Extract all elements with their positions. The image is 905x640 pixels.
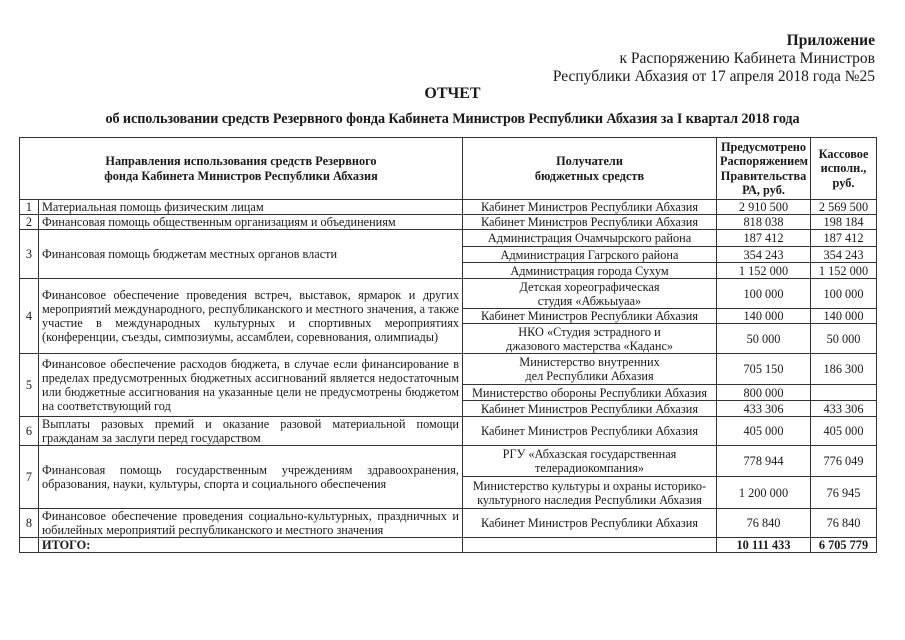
recipient-cell: Кабинет Министров Республики Абхазия bbox=[463, 309, 717, 324]
executed-cell: 50 000 bbox=[811, 324, 877, 354]
header-executed: Кассовое исполн., руб. bbox=[811, 138, 877, 200]
planned-cell: 1 152 000 bbox=[717, 263, 811, 279]
row-number: 3 bbox=[20, 230, 39, 279]
direction-cell: Выплаты разовых премий и оказание разовой материальной помощи гражданам за заслуги перед государством bbox=[39, 417, 463, 446]
table-row bbox=[20, 200, 877, 215]
recipient-cell: Кабинет Министров Республики Абхазия bbox=[463, 215, 717, 230]
total-recipient-cell bbox=[463, 538, 717, 553]
executed-cell: 405 000 bbox=[811, 417, 877, 446]
direction-cell: Финансовое обеспечение проведения социально-культурных, праздничных и юбилейных мероприятий республиканского и местного значения bbox=[39, 509, 463, 538]
executed-cell: 198 184 bbox=[811, 215, 877, 230]
direction-cell: Финансовое обеспечение проведения встреч, выставок, ярмарок и других мероприятий международного, республиканского и местного значения, а также участие в международных культурных и спортивных мероприятиях (конференции, съезды, симпозиумы, ассамблеи, соревнования, олимпиады) bbox=[39, 279, 463, 354]
recipient-cell: Администрация Очамчырского района bbox=[463, 230, 717, 247]
appendix-header bbox=[553, 32, 875, 86]
planned-cell: 800 000 bbox=[717, 385, 811, 401]
recipient-cell: Кабинет Министров Республики Абхазия bbox=[463, 401, 717, 417]
table-row bbox=[20, 509, 877, 538]
direction-cell: Финансовая помощь бюджетам местных органов власти bbox=[39, 230, 463, 279]
table-row bbox=[20, 215, 877, 230]
planned-cell: 818 038 bbox=[717, 215, 811, 230]
table-header-row bbox=[20, 138, 877, 200]
executed-cell: 186 300 bbox=[811, 354, 877, 385]
executed-cell: 76 945 bbox=[811, 477, 877, 509]
direction-cell: Материальная помощь физическим лицам bbox=[39, 200, 463, 215]
executed-cell: 187 412 bbox=[811, 230, 877, 247]
recipient-cell: Министерство культуры и охраны историко- культурного наследия Республики Абхазия bbox=[463, 477, 717, 509]
header-recipients: Получатели бюджетных средств bbox=[463, 138, 717, 200]
planned-cell: 354 243 bbox=[717, 247, 811, 263]
recipient-cell: Министерство внутренних дел Республики Абхазия bbox=[463, 354, 717, 385]
appendix-line-2: Республики Абхазия от 17 апреля 2018 года №25 bbox=[552, 68, 875, 85]
table-row bbox=[20, 417, 877, 446]
direction-cell: Финансовая помощь общественным организациям и объединениям bbox=[39, 215, 463, 230]
table-row bbox=[20, 230, 877, 247]
executed-cell: 100 000 bbox=[811, 279, 877, 309]
planned-cell: 140 000 bbox=[717, 309, 811, 324]
recipient-cell: Администрация Гагрского района bbox=[463, 247, 717, 263]
appendix-line-1: к Распоряжению Кабинета Министров bbox=[619, 50, 875, 67]
planned-cell: 2 910 500 bbox=[717, 200, 811, 215]
total-row bbox=[20, 538, 877, 553]
executed-cell: 2 569 500 bbox=[811, 200, 877, 215]
report-title: ОТЧЕТ bbox=[424, 85, 481, 102]
planned-cell: 76 840 bbox=[717, 509, 811, 538]
recipient-cell: Кабинет Министров Республики Абхазия bbox=[463, 509, 717, 538]
row-number: 2 bbox=[20, 215, 39, 230]
executed-cell: 776 049 bbox=[811, 446, 877, 477]
direction-cell: Финансовая помощь государственным учреждениям здравоохранения, образования, науки, культуры, спорта и социального обеспечения bbox=[39, 446, 463, 509]
planned-cell: 405 000 bbox=[717, 417, 811, 446]
executed-cell: 1 152 000 bbox=[811, 263, 877, 279]
recipient-cell: Кабинет Министров Республики Абхазия bbox=[463, 200, 717, 215]
recipient-cell: РГУ «Абхазская государственная телерадиокомпания» bbox=[463, 446, 717, 477]
executed-cell: 354 243 bbox=[811, 247, 877, 263]
header-planned: Предусмотрено Распоряжением Правительства РА, руб. bbox=[717, 138, 811, 200]
row-number: 5 bbox=[20, 354, 39, 417]
recipient-cell: НКО «Студия эстрадного и джазового мастерства «Каданс» bbox=[463, 324, 717, 354]
executed-cell bbox=[811, 385, 877, 401]
planned-cell: 778 944 bbox=[717, 446, 811, 477]
header-direction: Направления использования средств Резервного фонда Кабинета Министров Республики Абхазия bbox=[20, 138, 463, 200]
row-number: 7 bbox=[20, 446, 39, 509]
total-label: ИТОГО: bbox=[39, 538, 463, 553]
recipient-cell: Детская хореографическая студия «Абжьыуаа» bbox=[463, 279, 717, 309]
planned-cell: 1 200 000 bbox=[717, 477, 811, 509]
planned-cell: 433 306 bbox=[717, 401, 811, 417]
row-number: 1 bbox=[20, 200, 39, 215]
report-table bbox=[19, 137, 877, 553]
table-row bbox=[20, 354, 877, 385]
total-executed: 6 705 779 bbox=[811, 538, 877, 553]
executed-cell: 140 000 bbox=[811, 309, 877, 324]
planned-cell: 50 000 bbox=[717, 324, 811, 354]
report-subtitle: об использовании средств Резервного фонда Кабинета Министров Республики Абхазия за I квартал 2018 года bbox=[105, 111, 800, 127]
row-number: 6 bbox=[20, 417, 39, 446]
planned-cell: 705 150 bbox=[717, 354, 811, 385]
total-planned: 10 111 433 bbox=[717, 538, 811, 553]
total-number-cell bbox=[20, 538, 39, 553]
direction-cell: Финансовое обеспечение расходов бюджета, в случае если финансирование в пределах предусмотренных бюджетных ассигнований является недостаточным или бюджетные ассигнования на указанные цели не предусмотрены бюджетом на соответствующий год bbox=[39, 354, 463, 417]
recipient-cell: Кабинет Министров Республики Абхазия bbox=[463, 417, 717, 446]
planned-cell: 100 000 bbox=[717, 279, 811, 309]
appendix-title: Приложение bbox=[786, 32, 875, 49]
row-number: 8 bbox=[20, 509, 39, 538]
table-row bbox=[20, 279, 877, 309]
recipient-cell: Администрация города Сухум bbox=[463, 263, 717, 279]
recipient-cell: Министерство обороны Республики Абхазия bbox=[463, 385, 717, 401]
planned-cell: 187 412 bbox=[717, 230, 811, 247]
row-number: 4 bbox=[20, 279, 39, 354]
executed-cell: 76 840 bbox=[811, 509, 877, 538]
executed-cell: 433 306 bbox=[811, 401, 877, 417]
table-row bbox=[20, 446, 877, 477]
